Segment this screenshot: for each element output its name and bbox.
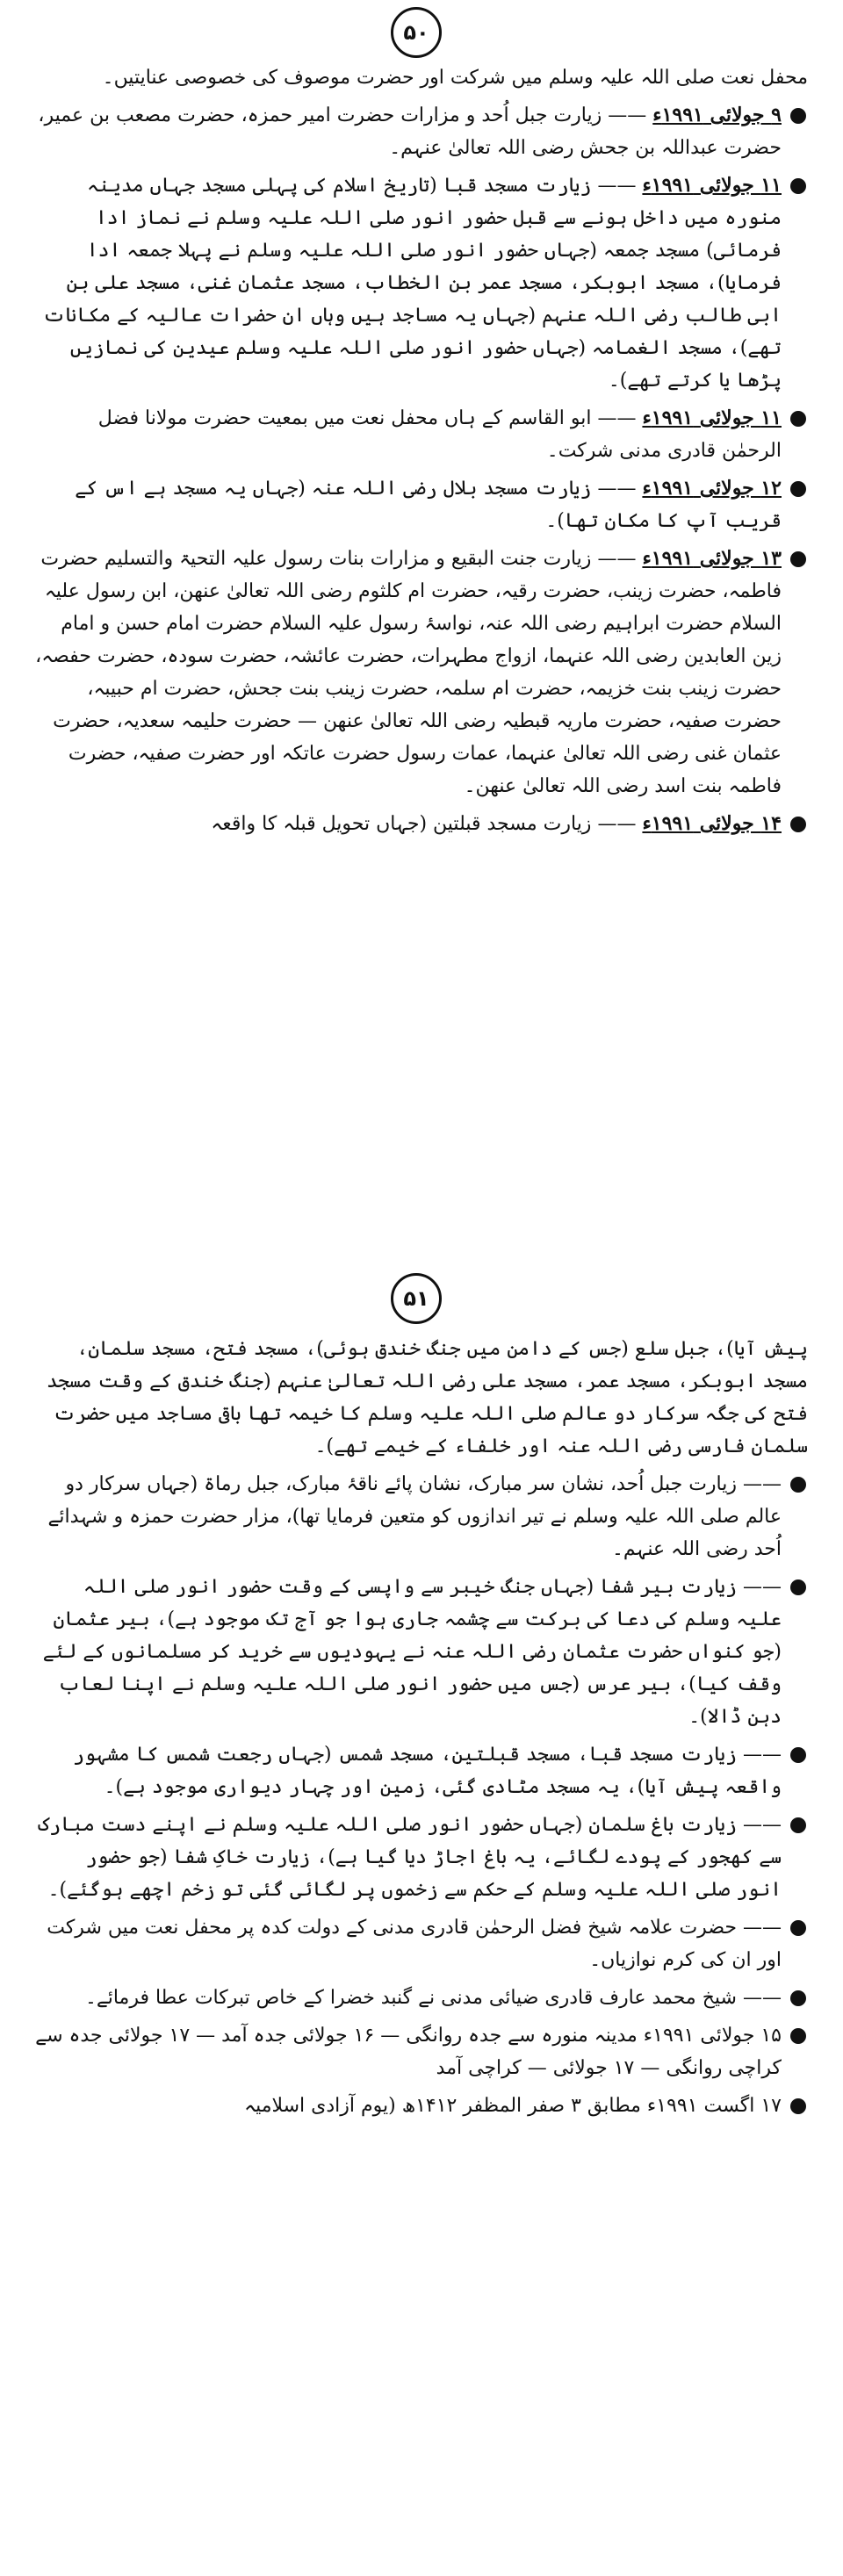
bullet-icon — [790, 1817, 806, 1833]
entry-text: ۱۷ اگست ۱۹۹۱ء مطابق ۳ صفر المظفر ۱۴۱۲ھ (یوم آزادی اسلامیہ — [244, 2095, 782, 2117]
bullet-icon — [790, 108, 806, 124]
entry-date: ۹ جولائی ۱۹۹۱ء — [652, 104, 782, 126]
page-number: ۵۰ — [391, 7, 442, 58]
intro-paragraph: پیش آیا)، جبل سلع (جس کے دامن میں جنگ خندق ہوئی)، مسجد فتح، مسجد سلمان، مسجد ابوبکر، مسجد عمر، مسجد علی رضی اللہ تعالیٰ عنہم (جنگ خندق کے وقت مسجد فتح کی جگہ سرکار دو عالم صلی اللہ علیہ وسلم کا خیمہ تھا باقی مساجد میں حضرت سلمان فارسی رضی اللہ عنہ اور خلفاء کے خیمے تھے)۔ — [46, 1338, 808, 1457]
entry-date: ۱۲ جولائی ۱۹۹۱ء — [642, 477, 782, 500]
bullet-icon — [790, 2028, 806, 2044]
entry-text: زیارت بیر شفا (جہاں جنگ خیبر سے واپسی کے وقت حضور انور صلی اللہ علیہ وسلم کی دعا کی برکت سے چشمہ جاری ہوا جو آج تک موجود ہے)، بیر عثمان (جو کنواں حضرت عثمان رضی اللہ عنہ نے یہودیوں سے خرید کر مسلمانوں کے لئے وقف کیا)، بیر عرس (جس میں حضور انور صلی اللہ علیہ وسلم نے اپنا لعاب دہن ڈالا)۔ — [42, 1576, 782, 1728]
entry-text: شیخ محمد عارف قادری ضیائی مدنی نے گنبد خضرا کے خاص تبرکات عطا فرمائے۔ — [84, 1987, 737, 2009]
entry-date: ۱۱ جولائی ۱۹۹۱ء — [642, 174, 782, 197]
entry-1: —— زیارت جبل اُحد، نشان سر مبارک، نشان پائے ناقۂ مبارک، جبل رماۃ (جہاں سرکار دو عالم صلی اللہ علیہ وسلم نے تیر اندازوں کو متعین فرمایا تھا)، مزار حضرت حمزہ و شہدائے اُحد رضی اللہ عنہم۔ — [35, 1468, 808, 1565]
bullet-icon — [790, 1477, 806, 1493]
bullet-icon — [790, 1920, 806, 1936]
entry-1: ۹ جولائی ۱۹۹۱ء —— زیارت جبل اُحد و مزارات حضرت امیر حمزہ، حضرت مصعب بن عمیر، حضرت عبداللہ بن جحش رضی اللہ تعالیٰ عنہم۔ — [35, 99, 808, 164]
page-body — [35, 1333, 808, 2127]
entry-text: زیارت مسجد قبا، مسجد قبلتین، مسجد شمس (جہاں رجعت شمس کا مشہور واقعہ پیش آیا)، یہ مسجد مٹادی گئی، زمین اور چہار دیواری موجود ہے)۔ — [73, 1744, 782, 1798]
entry-text: حضرت علامہ شیخ فضل الرحمٰن قادری مدنی کے دولت کدہ پر محفل نعت میں شرکت اور ان کی کرم نوازیاں۔ — [47, 1917, 782, 1971]
entry-text: ابو القاسم کے ہاں محفل نعت میں بمعیت حضرت مولانا فضل الرحمٰن قادری مدنی شرکت۔ — [97, 407, 782, 462]
entry-3: ۱۱ جولائی ۱۹۹۱ء —— ابو القاسم کے ہاں محفل نعت میں بمعیت حضرت مولانا فضل الرحمٰن قادری مدنی شرکت۔ — [35, 402, 808, 467]
entry-date: ۱۴ جولائی ۱۹۹۱ء — [642, 812, 782, 835]
bullet-icon — [790, 1747, 806, 1763]
bullet-icon — [790, 481, 806, 497]
entry-text: زیارت مسجد قبلتین (جہاں تحویل قبلہ کا واقعہ — [211, 813, 592, 835]
bullet-icon — [790, 1579, 806, 1595]
bullet-icon — [790, 551, 806, 567]
entry-5: ۱۳ جولائی ۱۹۹۱ء —— زیارت جنت البقیع و مزارات بنات رسول علیہ التحیۃ والتسلیم حضرت فاطمہ، حضرت زینب، حضرت رقیہ، حضرت ام کلثوم رضی اللہ تعالیٰ عنھن، ابن رسول علیہ السلام حضرت ابراہیم رضی اللہ عنہ، نواسۂ رسول علیہ السلام حضرت امام حسن و امام زین العابدین رضی اللہ عنہما، ازواج مطہرات، حضرت عائشہ، حضرت سودہ، حضرت حفصہ، حضرت زینب بنت خزیمہ، حضرت ام سلمہ، حضرت زینب بنت جحش، حضرت ام حبیبہ، حضرت صفیہ، حضرت ماریہ قبطیہ رضی اللہ تعالیٰ عنھن — حضرت حلیمہ سعدیہ، حضرت عثمان غنی رضی اللہ تعالیٰ عنہما، عمات رسول حضرت عاتکہ اور حضرت صفیہ، حضرت فاطمہ بنت اسد رضی اللہ تعالیٰ عنھن۔ — [35, 543, 808, 802]
bullet-icon — [790, 2098, 806, 2114]
bullet-icon — [790, 1990, 806, 2006]
entry-date: ۱۳ جولائی ۱۹۹۱ء — [642, 547, 782, 570]
entry-2: ۱۱ جولائی ۱۹۹۱ء —— زیارت مسجد قبا (تاریخ اسلام کی پہلی مسجد جہاں مدینہ منورہ میں داخل ہونے سے قبل حضور انور صلی اللہ علیہ وسلم نے نماز ادا فرمائی) مسجد جمعہ (جہاں حضور انور صلی اللہ علیہ وسلم نے پہلا جمعہ ادا فرمایا)، مسجد ابوبکر، مسجد عمر بن الخطاب، مسجد عثمان غنی، مسجد علی بن ابی طالب رضی اللہ عنہم (جہاں یہ مساجد ہیں وہاں ان حضرات عالیہ کے مکانات تھے)، مسجد الغمامہ (جہاں حضور انور صلی اللہ علیہ وسلم عیدین کی نمازیں پڑھا یا کرتے تھے)۔ — [35, 169, 808, 397]
page-50 — [0, 0, 843, 1247]
entry-text: زیارت جنت البقیع و مزارات بنات رسول علیہ التحیۃ والتسلیم حضرت فاطمہ، حضرت زینب، حضرت رقیہ، حضرت ام کلثوم رضی اللہ تعالیٰ عنھن، ابن رسول علیہ السلام حضرت ابراہیم رضی اللہ عنہ، نواسۂ رسول علیہ السلام حضرت امام حسن و امام زین العابدین رضی اللہ عنہما، ازواج مطہرات، حضرت عائشہ، حضرت سودہ، حضرت حفصہ، حضرت زینب بنت خزیمہ، حضرت ام سلمہ، حضرت زینب بنت جحش، حضرت ام حبیبہ، حضرت صفیہ، حضرت ماریہ قبطیہ رضی اللہ تعالیٰ عنھن — حضرت حلیمہ سعدیہ، حضرت عثمان غنی رضی اللہ تعالیٰ عنہما، عمات رسول حضرت عاتکہ اور حضرت صفیہ، حضرت فاطمہ بنت اسد رضی اللہ تعالیٰ عنھن۔ — [35, 548, 782, 797]
entry-text: زیارت مسجد بلال رضی اللہ عنہ (جہاں یہ مسجد ہے اس کے قریب آپ کا مکان تھا)۔ — [75, 478, 782, 532]
entry-6: —— شیخ محمد عارف قادری ضیائی مدنی نے گنبد خضرا کے خاص تبرکات عطا فرمائے۔ — [35, 1982, 808, 2014]
bullet-icon — [790, 411, 806, 427]
entry-5: —— حضرت علامہ شیخ فضل الرحمٰن قادری مدنی کے دولت کدہ پر محفل نعت میں شرکت اور ان کی کرم نوازیاں۔ — [35, 1911, 808, 1976]
intro-line: محفل نعت صلی اللہ علیہ وسلم میں شرکت اور حضرت موصوف کی خصوصی عنایتیں۔ — [102, 67, 808, 89]
entry-2: —— زیارت بیر شفا (جہاں جنگ خیبر سے واپسی کے وقت حضور انور صلی اللہ علیہ وسلم کی دعا کی برکت سے چشمہ جاری ہوا جو آج تک موجود ہے)، بیر عثمان (جو کنواں حضرت عثمان رضی اللہ عنہ نے یہودیوں سے خرید کر مسلمانوں کے لئے وقف کیا)، بیر عرس (جس میں حضور انور صلی اللہ علیہ وسلم نے اپنا لعاب دہن ڈالا)۔ — [35, 1571, 808, 1733]
entry-4: ۱۲ جولائی ۱۹۹۱ء —— زیارت مسجد بلال رضی اللہ عنہ (جہاں یہ مسجد ہے اس کے قریب آپ کا مکان تھا)۔ — [35, 472, 808, 537]
entry-8 — [35, 2090, 808, 2122]
entry-text: زیارت باغ سلمان (جہاں حضور انور صلی اللہ علیہ وسلم نے اپنے دست مبارک سے کھجور کے پودے لگائے، یہ باغ اجاڑ دیا گیا ہے)، زیارت خاکِ شفا (جو حضور انور صلی اللہ علیہ وسلم کے حکم سے زخموں پر لگائی گئی تو زخم اچھے ہوگئے)۔ — [38, 1814, 782, 1901]
bullet-icon — [790, 817, 806, 832]
entry-text: زیارت جبل اُحد، نشان سر مبارک، نشان پائے ناقۂ مبارک، جبل رماۃ (جہاں سرکار دو عالم صلی اللہ علیہ وسلم نے تیر اندازوں کو متعین فرمایا تھا)، مزار حضرت حمزہ و شہدائے اُحد رضی اللہ عنہم۔ — [47, 1473, 782, 1560]
entry-4: —— زیارت باغ سلمان (جہاں حضور انور صلی اللہ علیہ وسلم نے اپنے دست مبارک سے کھجور کے پودے لگائے، یہ باغ اجاڑ دیا گیا ہے)، زیارت خاکِ شفا (جو حضور انور صلی اللہ علیہ وسلم کے حکم سے زخموں پر لگائی گئی تو زخم اچھے ہوگئے)۔ — [35, 1809, 808, 1906]
entry-text: زیارت مسجد قبا (تاریخ اسلام کی پہلی مسجد جہاں مدینہ منورہ میں داخل ہونے سے قبل حضور انور صلی اللہ علیہ وسلم نے نماز ادا فرمائی) مسجد جمعہ (جہاں حضور انور صلی اللہ علیہ وسلم نے پہلا جمعہ ادا فرمایا)، مسجد ابوبکر، مسجد عمر بن الخطاب، مسجد عثمان غنی، مسجد علی بن ابی طالب رضی اللہ عنہم (جہاں یہ مساجد ہیں وہاں ان حضرات عالیہ کے مکانات تھے)، مسجد الغمامہ (جہاں حضور انور صلی اللہ علیہ وسلم عیدین کی نمازیں پڑھا یا کرتے تھے)۔ — [42, 175, 782, 392]
page-number: ۵۱ — [391, 1273, 442, 1324]
entry-text: زیارت جبل اُحد و مزارات حضرت امیر حمزہ، حضرت مصعب بن عمیر، حضرت عبداللہ بن جحش رضی اللہ تعالیٰ عنہم۔ — [38, 104, 782, 159]
entry-date: ۱۱ جولائی ۱۹۹۱ء — [642, 407, 782, 429]
page-body — [35, 61, 808, 845]
entry-7 — [35, 2019, 808, 2084]
entry-6: ۱۴ جولائی ۱۹۹۱ء —— زیارت مسجد قبلتین (جہاں تحویل قبلہ کا واقعہ — [35, 808, 808, 840]
bullet-icon — [790, 178, 806, 194]
page-51 — [0, 1264, 843, 2576]
entry-3: —— زیارت مسجد قبا، مسجد قبلتین، مسجد شمس (جہاں رجعت شمس کا مشہور واقعہ پیش آیا)، یہ مسجد مٹادی گئی، زمین اور چہار دیواری موجود ہے)۔ — [35, 1738, 808, 1803]
entry-text: ۱۵ جولائی ۱۹۹۱ء مدینہ منورہ سے جدہ روانگی — ۱۶ جولائی جدہ آمد — ۱۷ جولائی جدہ سے کراچی روانگی — ۱۷ جولائی — کراچی آمد — [35, 2025, 782, 2079]
